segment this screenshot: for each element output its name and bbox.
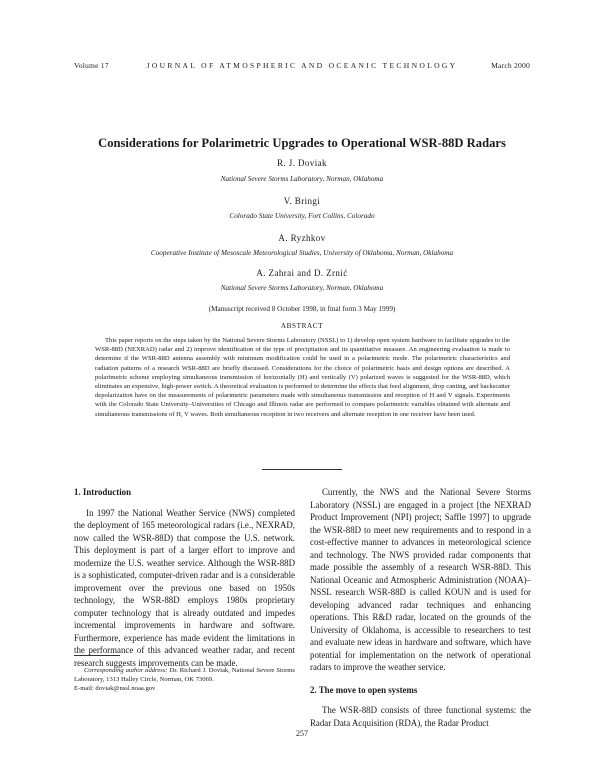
intro-paragraph-1: In 1997 the National Weather Service (NWS) completed the deployment of 165 meteorological radars (i.e., NEXRAD, now called the WSR-88D) that compose the U.S. network. This deployment is part of a larger effort to improve and modernize the U.S. weather service. Although the WSR-88D is a sophisticated, computer-driven radar and is a considerable improvement over the previous one based on 1950s technology, the WSR-88D employs 1980s proprietary computer technology that is already outdated and impedes incremental improvements in hardware and software. Furthermore, experience has made evident the limitations in the performance of this advanced weather radar, and recent research suggests improvements can be made. xyxy=(74,507,295,668)
footnote xyxy=(74,666,295,693)
abstract-heading: ABSTRACT xyxy=(280,322,324,330)
section-1-heading: 1. Introduction xyxy=(74,487,132,497)
affiliation-4: National Severe Storms Laboratory, Norman, Oklahoma xyxy=(220,284,384,292)
issue-date: March 2000 xyxy=(491,61,530,70)
author-1: R. J. Doviak xyxy=(277,158,327,168)
journal-name: JOURNAL OF ATMOSPHERIC AND OCEANIC TECHNOLOGY xyxy=(146,61,458,70)
author-4: A. Zahrai and D. Zrnić xyxy=(256,268,348,278)
footnote-address: Dr. Richard J. Doviak, National Severe Storms Laboratory, 1313 Halley Circle, Norman, OK 73069. xyxy=(74,667,295,683)
author-2: V. Bringi xyxy=(283,196,321,206)
footnote-rule xyxy=(74,655,120,656)
footnote-email: E-mail: doviak@nssl.noaa.gov xyxy=(74,685,156,692)
author-3: A. Ryzhkov xyxy=(278,233,326,243)
affiliation-2: Colorado State University, Fort Collins, Colorado xyxy=(229,212,375,220)
intro-paragraph-2: Currently, the NWS and the National Severe Storms Laboratory (NSSL) are engaged in a project [the NEXRAD Product Improvement (NPI) project; Saffle 1997] to upgrade the WSR-88D to meet new requirements and to respond in a cost-effective manner to advances in meteorological science and technology. The NWS provided radar components that made possible the assembly of a research WSR-88D. This National Oceanic and Atmospheric Administration (NOAA)–NSSL research WSR-88D is called KOUN and is used for developing advanced radar techniques and enhancing operations. This R&D radar, located on the grounds of the University of Oklahoma, is accessible to researchers to test and evaluate new ideas in hardware and software, which have potential for implementation on the network of operational radars to improve the weather service. xyxy=(310,487,531,672)
affiliation-1: National Severe Storms Laboratory, Norman, Oklahoma xyxy=(220,175,384,183)
section-2-heading: 2. The move to open systems xyxy=(310,684,418,695)
footnote-label: Corresponding author address: xyxy=(84,667,168,674)
section-divider xyxy=(262,469,342,470)
right-column xyxy=(310,486,531,729)
left-column xyxy=(74,486,295,669)
affiliation-3: Cooperative Institute of Mesoscale Meteorological Studies, University of Oklahoma, Norman, Oklahoma xyxy=(150,249,454,257)
running-head xyxy=(74,61,530,73)
page-number: 257 xyxy=(296,729,308,738)
section-2-paragraph-1: The WSR-88D consists of three functional systems: the Radar Data Acquisition (RDA), the Radar Product xyxy=(310,705,531,728)
paper-title: Considerations for Polarimetric Upgrades to Operational WSR-88D Radars xyxy=(98,136,506,150)
abstract-text: This paper reports on the steps taken by the National Severe Storms Laboratory (NSSL) to 1) develop open system hardware to facilitate upgrades to the WSR-88D (NEXRAD) radar and 2) improve identification of the type of precipitation and its quantitative measure. An engineering evaluation is made to determine if the WSR-88D antenna assembly with minimum modification could be used in a polarimetric mode. The polarimetric characteristics and radiation patterns of a research WSR-88D are briefly discussed. Considerations for the choice of polarimetric basis and design options are described. A polarimetric scheme employing simultaneous transmission of horizontally (H) and vertically (V) polarized waves is suggested for the WSR-88D, which eliminates an expensive, high-power switch. A theoretical evaluation is performed to determine the effects that feed alignment, drop canting, and backscatter depolarization have on the measurements of polarimetric parameters made with simultaneous transmission and reception of H and V signals. Experiments with the Colorado State University–Universities of Chicago and Illinois radar are performed to compare polarimetric variables obtained with alternate and simultaneous transmissions of H, V waves. Both simultaneous reception in two receivers and alternate reception in one receiver have been used. xyxy=(95,337,510,418)
volume-label: Volume 17 xyxy=(74,61,109,70)
manuscript-received: (Manuscript received 8 October 1998, in final form 3 May 1999) xyxy=(208,305,396,313)
